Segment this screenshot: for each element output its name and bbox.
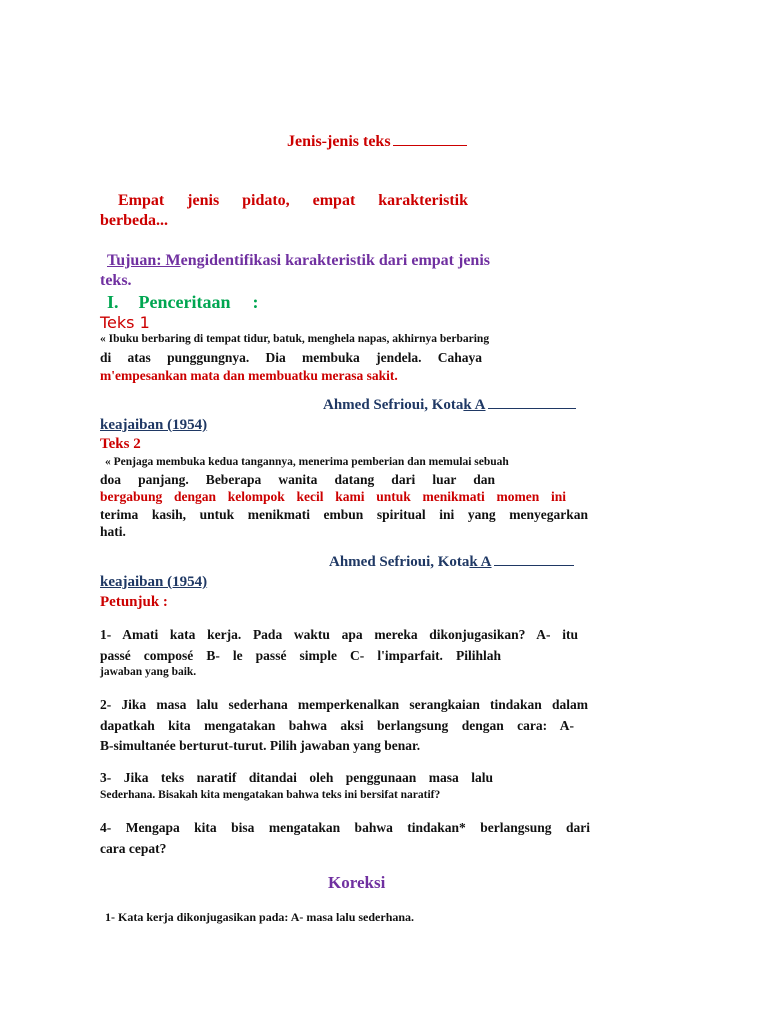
question-4-line-2: cara cepat? <box>100 841 167 856</box>
objective-line-2: teks. <box>100 272 132 289</box>
question-1-line-3: jawaban yang baik. <box>100 666 197 678</box>
text2-source: keajaiban (1954) <box>100 574 208 590</box>
objective-text: engidentifikasi karakteristik dari empat jenis <box>180 252 490 269</box>
correction-heading: Koreksi <box>328 873 386 892</box>
section-heading: I. Penceritaan : <box>107 292 259 312</box>
section-title: Penceritaan <box>138 292 231 312</box>
text1-author: Ahmed Sefrioui, Kotak A <box>323 397 576 414</box>
text1-line-3: m'empesankan mata dan membuatku merasa sakit. <box>100 368 398 383</box>
objective-label: Tujuan: M <box>107 252 181 269</box>
objective-line-1 <box>107 252 490 270</box>
intro-line-1: Empat jenis pidato, empat karakteristik <box>118 192 468 209</box>
text2-line-4: terima kasih, untuk menikmati embun spiritual ini yang menyegarkan <box>100 507 588 522</box>
text2-line-3: bergabung dengan kelompok kecil kami untuk menikmati momen ini <box>100 489 566 504</box>
intro-line-2: berbeda... <box>100 212 168 229</box>
question-3-line-2: Sederhana. Bisakah kita mengatakan bahwa teks ini bersifat naratif? <box>100 789 441 801</box>
question-4-line-1: 4- Mengapa kita bisa mengatakan bahwa tindakan* berlangsung dari <box>100 820 590 835</box>
text2-line-1: « Penjaga membuka kedua tangannya, menerima pemberian dan memulai sebuah <box>105 456 509 468</box>
text2-line-2: doa panjang. Beberapa wanita datang dari luar dan <box>100 472 495 487</box>
text2-line-5: hati. <box>100 524 126 539</box>
question-2-line-1: 2- Jika masa lalu sederhana memperkenalkan serangkaian tindakan dalam <box>100 697 588 712</box>
text2-author: Ahmed Sefrioui, Kotak A <box>329 554 574 571</box>
question-1-line-1: 1- Amati kata kerja. Pada waktu apa mereka dikonjugasikan? A- itu <box>100 627 578 642</box>
text1-line-1: « Ibuku berbaring di tempat tidur, batuk, menghela napas, akhirnya berbaring <box>100 333 490 345</box>
instructions-label: Petunjuk : <box>100 594 168 610</box>
page-title: Jenis-jenis teks <box>287 133 467 151</box>
text1-line-2: di atas punggungnya. Dia membuka jendela. Cahaya <box>100 350 482 365</box>
correction-answer-1: 1- Kata kerja dikonjugasikan pada: A- masa lalu sederhana. <box>105 910 415 924</box>
text1-label: Teks 1 <box>100 313 150 332</box>
question-3-line-1: 3- Jika teks naratif ditandai oleh penggunaan masa lalu <box>100 770 493 785</box>
question-1-line-2: passé composé B- le passé simple C- l'imparfait. Pilihlah <box>100 648 501 663</box>
question-2-line-2: dapatkah kita mengatakan bahwa aksi berlangsung dengan cara: A- <box>100 718 574 733</box>
question-2-line-3: B-simultanée berturut-turut. Pilih jawaban yang benar. <box>100 738 421 753</box>
section-numeral: I. <box>107 292 119 312</box>
text2-label: Teks 2 <box>100 436 141 452</box>
text1-source: keajaiban (1954) <box>100 417 208 433</box>
